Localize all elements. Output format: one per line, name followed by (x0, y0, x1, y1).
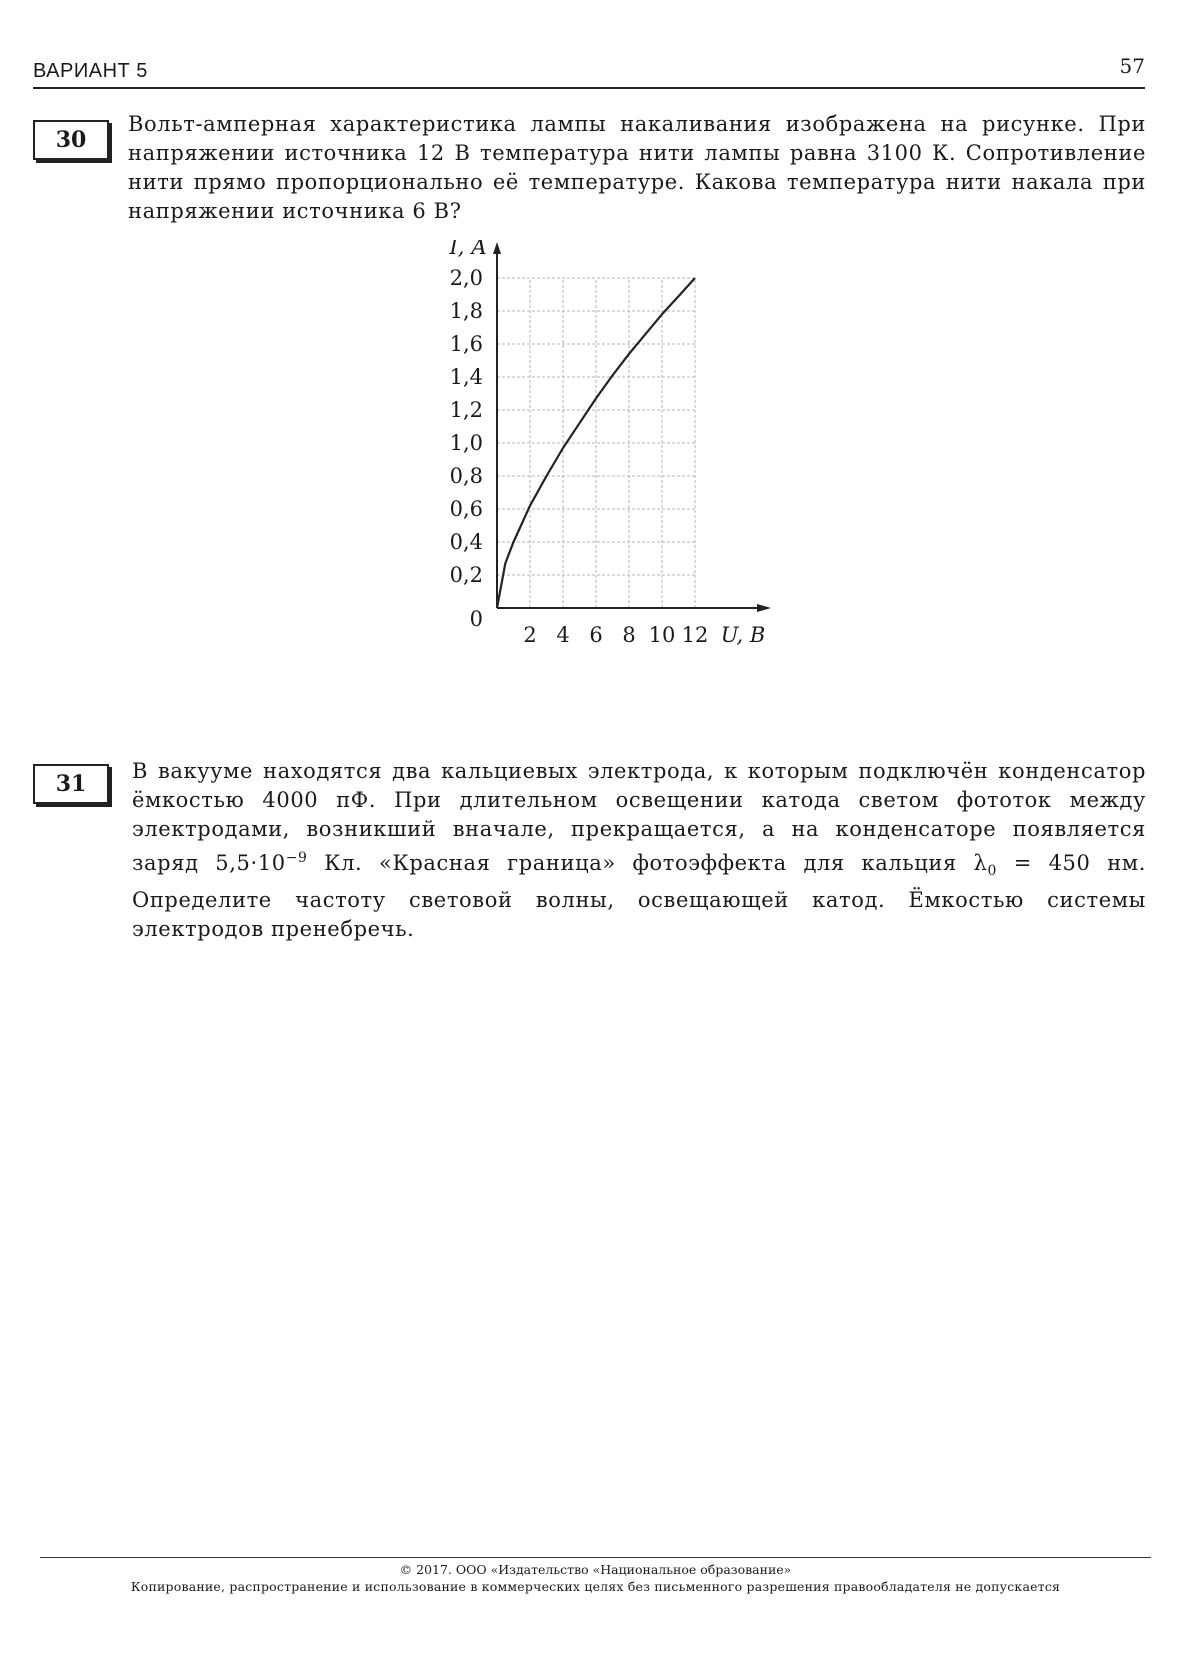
task-30-text: Вольт-амперная характеристика лампы накаливания изображена на рисунке. При напряжении источника 12 В температура нити лампы равна 3100 К. Сопротивление нити прямо пропорционально её температуре. Какова температура нити накала при напряжении источника 6 В? (128, 112, 1146, 223)
footer-divider (40, 1557, 1151, 1558)
task-31-text-part-a: В вакууме находятся два кальциевых электрода, к которым подключён конденсатор ёмкостью 4000 пФ. При длительном освещении катода светом фототок между электродами, возникший вначале, прекращается, а на конденсаторе появляется заряд 5,5·10 (132, 759, 1146, 875)
page-header (33, 54, 1145, 84)
task-31-subscript: 0 (987, 863, 997, 880)
origin-label: 0 (469, 607, 483, 631)
header-divider (33, 87, 1145, 89)
x-tick-label: 4 (556, 623, 570, 647)
y-tick-label: 1,2 (449, 398, 483, 422)
task-31-exponent: −9 (285, 850, 308, 866)
y-tick-label: 2,0 (449, 266, 483, 290)
y-tick-label: 0,2 (449, 563, 483, 587)
y-tick-label: 0,6 (449, 497, 483, 521)
y-tick-label: 0,4 (449, 530, 483, 554)
y-tick-label: 1,8 (449, 299, 483, 323)
variant-label: ВАРИАНТ 5 (33, 60, 148, 82)
x-axis-arrow (757, 604, 771, 612)
y-tick-label: 1,6 (449, 332, 483, 356)
chart-svg (430, 240, 830, 680)
x-tick-label: 2 (523, 623, 537, 647)
page-number: 57 (1119, 54, 1145, 78)
y-tick-label: 1,4 (449, 365, 483, 389)
task-31-number-box: 31 (33, 764, 109, 804)
task-30-number-box: 30 (33, 120, 109, 160)
task-31-text-part-b: Кл. «Красная граница» фотоэффекта для кальция λ (307, 851, 988, 875)
y-tick-label: 0,8 (449, 464, 483, 488)
x-tick-label: 12 (681, 623, 709, 647)
y-tick-label: 1,0 (449, 431, 483, 455)
iv-characteristic-chart (430, 240, 830, 680)
task-31-text-part-c: = 450 нм. Определите частоту световой волны, освещающей катод. Ёмкостью системы электродов пренебречь. (132, 851, 1146, 942)
footer-notice: Копирование, распространение и использование в коммерческих целях без письменного разрешения правообладателя не допускается (130, 1579, 1061, 1594)
task-31-text (132, 757, 1146, 944)
y-axis-label: I, А (449, 240, 487, 259)
x-tick-label: 10 (648, 623, 676, 647)
y-axis-arrow (493, 242, 501, 254)
x-tick-label: 8 (622, 623, 636, 647)
footer-copyright: © 2017. ООО «Издательство «Национальное образование» (399, 1562, 792, 1577)
x-tick-label: 6 (589, 623, 603, 647)
x-axis-label: U, В (720, 623, 766, 647)
